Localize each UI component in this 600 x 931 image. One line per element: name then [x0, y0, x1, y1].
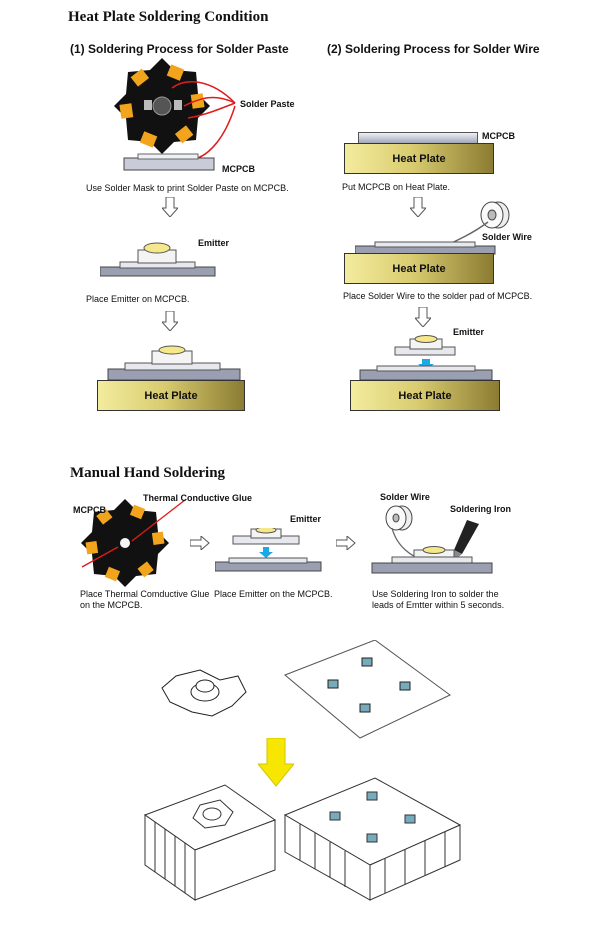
solder-wire-spool-figure: [355, 200, 515, 255]
mcpcb-label-2: MCPCB: [482, 131, 515, 141]
mcpcb-label-3: MCPCB: [73, 505, 106, 515]
emitter-label-1: Emitter: [198, 238, 230, 248]
heat-plate-1: [97, 380, 245, 411]
heat-plate-3: [344, 253, 494, 284]
right-arrow-icon: [190, 536, 210, 550]
soldering-iron-figure: [362, 502, 502, 582]
step3-caption-manual-1: Use Soldering Iron to solder the: [372, 589, 499, 599]
solder-paste-label: Solder Paste: [240, 99, 295, 109]
mcpcb-label-1: MCPCB: [222, 164, 255, 174]
step2-caption-manual: Place Emitter on the MCPCB.: [214, 589, 333, 599]
star-board-solder-paste-figure: [110, 58, 310, 173]
heatsinks-isometric-bottom: [115, 770, 485, 905]
heat-plate-label-4: Heat Plate: [398, 389, 452, 402]
star-board-iso: [162, 670, 246, 716]
heat-plate-label-3: Heat Plate: [392, 262, 446, 275]
step2-caption-paste: Place Emitter on MCPCB.: [86, 294, 190, 304]
step2-caption-wire: Place Solder Wire to the solder pad of MCPCB.: [343, 291, 533, 301]
square-board-iso: [285, 640, 450, 738]
heat-plate-4: [350, 380, 500, 411]
page-title: Heat Plate Soldering Condition: [68, 9, 269, 25]
heat-plate-2: [344, 143, 494, 174]
emitter-label-3: Emitter: [290, 514, 322, 524]
step1-caption-manual-1: Place Thermal Comductive Glue: [80, 589, 210, 599]
heatsink-right: [285, 778, 460, 900]
down-arrow-icon: [415, 307, 431, 327]
solder-wire-label-3: Solder Wire: [380, 492, 430, 502]
step1-caption-paste: Use Solder Mask to print Solder Paste on MCPCB.: [86, 183, 289, 193]
manual-heading: Manual Hand Soldering: [70, 465, 226, 481]
step1-caption-manual-2: on the MCPCB.: [80, 600, 143, 610]
soldering-iron-label: Soldering Iron: [450, 504, 512, 514]
down-drop-icon: [259, 547, 273, 558]
glue-label: Thermal Conductive Glue: [143, 493, 253, 503]
solder-wire-label-2: Solder Wire: [482, 232, 532, 242]
emitter-glue-figure: [215, 528, 325, 578]
step3-caption-manual-2: leads of Emtter within 5 seconds.: [372, 600, 505, 610]
heatsink-left: [145, 785, 275, 900]
heat-plate-label-1: Heat Plate: [144, 389, 198, 402]
emitter-wire-heatplate-figure: [355, 335, 500, 383]
star-board: [114, 58, 210, 154]
down-arrow-icon: [162, 197, 178, 217]
boards-isometric-top: [150, 640, 470, 740]
step1-caption-wire: Put MCPCB on Heat Plate.: [342, 182, 451, 192]
emitter-on-heatplate-figure: [100, 345, 245, 381]
emitter-label-2: Emitter: [453, 327, 485, 337]
section2-heading: (2) Soldering Process for Solder Wire: [327, 42, 540, 56]
section1-heading: (1) Soldering Process for Solder Paste: [70, 42, 289, 56]
down-arrow-icon: [162, 311, 178, 331]
right-arrow-icon: [336, 536, 356, 550]
solder-spool-icon: [386, 506, 412, 530]
heat-plate-label-2: Heat Plate: [392, 152, 446, 165]
